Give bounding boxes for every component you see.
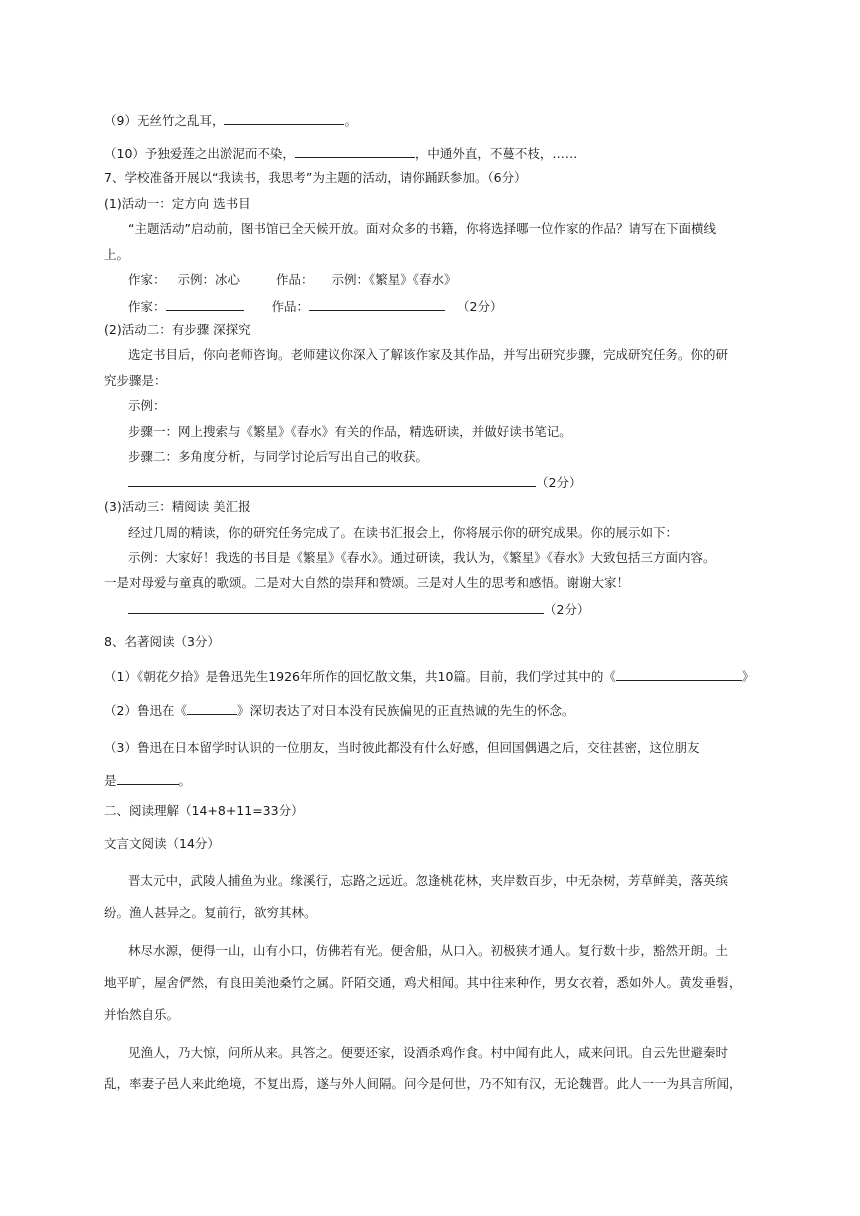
q6-item-10: （10）予独爱莲之出淤泥而不染， ，中通外直，不蔓不枝，……: [104, 146, 578, 161]
passage-paragraph-3: 见渔人，乃大惊，问所从来。具答之。便要还家，设酒杀鸡作食。村中闻有此人，咸来问讯。自云先世避秦时: [128, 1045, 729, 1060]
answer-blank[interactable]: [616, 667, 742, 681]
passage-paragraph-2-end: 并怡然自乐。: [104, 1007, 180, 1022]
q8-heading: 8、名著阅读（3分）: [104, 634, 220, 649]
activity-3-example-cont: 一是对母爱与童真的歌颂。二是对大自然的崇拜和赞颂。三是对人生的思考和感悟。谢谢大家！: [104, 575, 630, 590]
answer-blank[interactable]: [224, 111, 344, 125]
author-answer-blank[interactable]: [166, 297, 244, 311]
answer-blank[interactable]: [295, 144, 415, 158]
classical-reading-heading: 文言文阅读（14分）: [104, 836, 220, 851]
score-label: （2分）: [457, 299, 503, 314]
q8-item-2: （2）鲁迅在《 》深切表达了对日本没有民族偏见的正直热诚的先生的怀念。: [104, 703, 575, 718]
q8-item-3-answer: 是 。: [104, 773, 192, 788]
q6-item-9: （9）无丝竹之乱耳， 。: [104, 113, 357, 128]
activity-2-step-2: 步骤二：多角度分析，与同学讨论后写出自己的收获。: [128, 449, 429, 464]
activity-1-answer: 作家： 作品： （2分）: [128, 299, 503, 314]
activity-1-title: (1)活动一：定方向 选书目: [104, 196, 251, 211]
section-2-heading: 二、阅读理解（14+8+11=33分）: [104, 803, 304, 818]
activity-2-title: (2)活动二：有步骤 深探究: [104, 322, 251, 337]
activity-1-text: “主题活动”启动前，图书馆已全天候开放。面对众多的书籍，你将选择哪一位作家的作品？请写在下面横线: [128, 221, 716, 236]
activity-2-example-label: 示例：: [128, 398, 166, 413]
activity-2-text-cont: 究步骤是：: [104, 373, 167, 388]
presentation-answer-blank[interactable]: [128, 600, 544, 614]
passage-paragraph-2-cont: 地平旷，屋舍俨然，有良田美池桑竹之属。阡陌交通，鸡犬相闻。其中往来种作，男女衣着，悉如外人。黄发垂髫，: [104, 975, 742, 990]
passage-paragraph-1-cont: 纷。渔人甚异之。复前行，欲穷其林。: [104, 905, 317, 920]
activity-3-example: 示例：大家好！我选的书目是《繁星》《春水》。通过研读，我认为，《繁星》《春水》大致包括三方面内容。: [128, 550, 716, 565]
activity-2-text: 选定书目后，你向老师咨询。老师建议你深入了解该作家及其作品，并写出研究步骤，完成研究任务。你的研: [128, 347, 729, 362]
activity-1-example: 作家： 示例：冰心 作品： 示例：《繁星》《春水》: [128, 272, 457, 287]
works-answer-blank[interactable]: [309, 297, 445, 311]
steps-answer-blank[interactable]: [128, 473, 536, 487]
answer-blank[interactable]: [117, 771, 179, 785]
activity-1-text-cont: 上。: [104, 247, 130, 262]
q8-item-3: （3）鲁迅在日本留学时认识的一位朋友，当时彼此都没有什么好感，但回国偶遇之后，交往甚密，这位朋友: [104, 740, 700, 755]
activity-2-answer: [128, 473, 581, 492]
activity-3-title: (3)活动三：精阅读 美汇报: [104, 499, 251, 514]
passage-paragraph-3-cont: 乱，率妻子邑人来此绝境，不复出焉，遂与外人间隔。问今是何世，乃不知有汉，无论魏晋。此人一一为具言所闻，: [104, 1076, 742, 1091]
activity-2-step-1: 步骤一：网上搜索与《繁星》《春水》有关的作品，精选研读，并做好读书笔记。: [128, 424, 572, 439]
q7-heading: 7、学校准备开展以“我读书，我思考”为主题的活动，请你踊跃参加。（6分）: [104, 170, 527, 185]
score-label: （2分）: [536, 475, 582, 490]
answer-blank[interactable]: [187, 701, 237, 715]
passage-paragraph-2: 林尽水源，便得一山，山有小口，仿佛若有光。便舍船，从口入。初极狭才通人。复行数十步，豁然开朗。土: [128, 943, 729, 958]
score-label: （2分）: [544, 602, 590, 617]
q6-item-9-prompt: （9）无丝竹之乱耳，: [104, 113, 225, 128]
q8-item-1: （1）《朝花夕拾》是鲁迅先生1926年所作的回忆散文集，共10篇。目前，我们学过其中的《 》: [104, 669, 755, 684]
q6-item-10-prompt: （10）予独爱莲之出淤泥而不染，: [104, 146, 295, 161]
activity-3-text: 经过几周的精读，你的研究任务完成了。在读书汇报会上，你将展示你的研究成果。你的展示如下：: [128, 525, 679, 540]
passage-paragraph-1: 晋太元中，武陵人捕鱼为业。缘溪行，忘路之远近。忽逢桃花林，夹岸数百步，中无杂树，芳草鲜美，落英缤: [128, 873, 729, 888]
activity-3-answer: [128, 600, 589, 619]
